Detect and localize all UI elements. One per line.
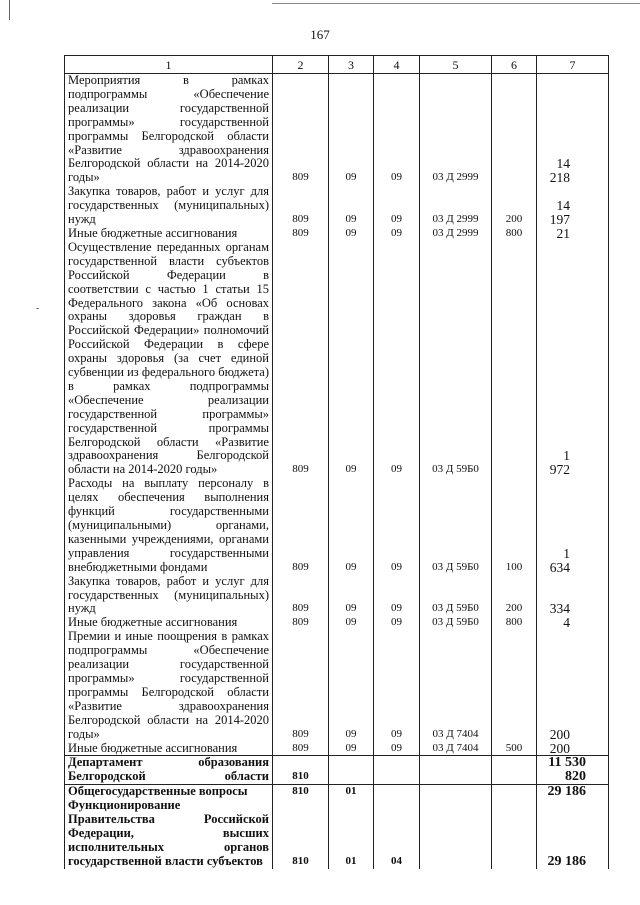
cell-section: 09 [329,616,374,630]
table-row [65,630,609,741]
table-row [65,185,609,227]
cell-target-item [420,799,492,869]
cell-section: 09 [329,227,374,241]
row-description: Иные бюджетные ассигнования [65,227,273,241]
column-header: 4 [374,56,420,74]
column-header: 2 [273,56,329,74]
cell-expense-type [492,756,537,785]
cell-expense-type: 200 [492,575,537,617]
cell-target-item: 03 Д 2999 [420,227,492,241]
cell-ministry: 809 [273,227,329,241]
row-description: Иные бюджетные ассигнования [65,742,273,756]
cell-ministry: 809 [273,74,329,186]
cell-target-item: 03 Д 59Б0 [420,477,492,574]
cell-section: 01 [329,799,374,869]
row-description: Функционирование Правительства Российской Федерации, высших исполнительных органов государственной власти субъектов [65,799,273,869]
row-description: Иные бюджетные ассигнования [65,616,273,630]
cell-ministry: 809 [273,616,329,630]
cell-subsection: 09 [374,241,420,477]
margin-mark [9,0,10,20]
cell-expense-type: 200 [492,185,537,227]
column-header: 6 [492,56,537,74]
cell-amount: 29 186 [537,785,609,799]
budget-table [64,55,609,869]
table-row [65,616,609,630]
cell-section: 09 [329,241,374,477]
cell-amount: 1 634 [537,477,609,574]
cell-section: 01 [329,785,374,799]
cell-target-item: 03 Д 59Б0 [420,575,492,617]
cell-amount: 4 [537,616,609,630]
cell-target-item: 03 Д 7404 [420,630,492,741]
cell-subsection: 09 [374,630,420,741]
table-row [65,227,609,241]
cell-section: 09 [329,74,374,186]
cell-expense-type: 100 [492,477,537,574]
scan-mark: - [36,303,40,314]
cell-expense-type: 800 [492,227,537,241]
cell-amount: 200 [537,742,609,756]
table-row [65,74,609,186]
cell-section [329,756,374,785]
table-row [65,742,609,756]
cell-target-item: 03 Д 2999 [420,185,492,227]
table-row-section [65,785,609,799]
cell-section: 09 [329,630,374,741]
cell-ministry: 810 [273,756,329,785]
cell-amount: 200 [537,630,609,741]
cell-section: 09 [329,742,374,756]
cell-target-item [420,785,492,799]
cell-ministry: 810 [273,785,329,799]
table-row [65,241,609,477]
cell-subsection: 09 [374,742,420,756]
table-row [65,575,609,617]
cell-target-item: 03 Д 59Б0 [420,241,492,477]
cell-target-item: 03 Д 2999 [420,74,492,186]
cell-amount: 14 197 [537,185,609,227]
row-description: Закупка товаров, работ и услуг для государственных (муниципальных) нужд [65,185,273,227]
table-header-row [65,56,609,74]
cell-ministry: 809 [273,241,329,477]
cell-expense-type [492,630,537,741]
cell-expense-type: 800 [492,616,537,630]
cell-expense-type [492,785,537,799]
cell-subsection: 04 [374,799,420,869]
column-header: 7 [537,56,609,74]
cell-ministry: 809 [273,575,329,617]
table-row-department [65,756,609,785]
cell-expense-type [492,799,537,869]
column-header: 5 [420,56,492,74]
row-description: Премии и иные поощрения в рамках подпрограммы «Обеспечение реализации государственной программы» государственной программы Белгородской области «Развитие здравоохранения Белгородской области на 2014-2020 годы» [65,630,273,741]
row-description: Мероприятия в рамках подпрограммы «Обеспечение реализации государственной программы» государственной программы Белгородской области «Развитие здравоохранения Белгородской области на 2014-2020 годы» [65,74,273,186]
row-description: Закупка товаров, работ и услуг для государственных (муниципальных) нужд [65,575,273,617]
cell-expense-type [492,74,537,186]
row-description: Расходы на выплату персоналу в целях обеспечения выполнения функций государственными (муниципальными) органами, казенными учреждениями, органами управления государственными внебюджетными фондами [65,477,273,574]
cell-amount: 1 972 [537,241,609,477]
cell-subsection: 09 [374,616,420,630]
cell-expense-type: 500 [492,742,537,756]
cell-ministry: 809 [273,477,329,574]
row-description: Департамент образования Белгородской области [65,756,273,785]
column-header: 1 [65,56,273,74]
cell-ministry: 809 [273,185,329,227]
cell-section: 09 [329,185,374,227]
column-header: 3 [329,56,374,74]
cell-ministry: 810 [273,799,329,869]
cell-amount: 14 218 [537,74,609,186]
cell-subsection: 09 [374,74,420,186]
cell-ministry: 809 [273,630,329,741]
cell-target-item: 03 Д 7404 [420,742,492,756]
cell-expense-type [492,241,537,477]
cell-amount: 334 [537,575,609,617]
cell-subsection: 09 [374,575,420,617]
cell-amount: 11 530 820 [537,756,609,785]
cell-section: 09 [329,477,374,574]
cell-amount: 29 186 [537,799,609,869]
cell-subsection: 09 [374,185,420,227]
cell-amount: 21 [537,227,609,241]
table-row [65,477,609,574]
cell-subsection: 09 [374,227,420,241]
cell-ministry: 809 [273,742,329,756]
table-row-subsection [65,799,609,869]
cell-subsection: 09 [374,477,420,574]
cell-target-item [420,756,492,785]
cell-subsection [374,756,420,785]
cell-target-item: 03 Д 59Б0 [420,616,492,630]
row-description: Осуществление переданных органам государственной власти субъектов Российской Федерации в соответствии с частью 1 статьи 15 Федерального закона «Об основах охраны здоровья граждан в Российской Федерации» полномочий Российской Федерации в сфере охраны здоровья (за счет единой субвенции из федерального бюджета) в рамках подпрограммы «Обеспечение реализации государственной программы» государственной программы Белгородской области «Развитие здравоохранения Белгородской области на 2014-2020 годы» [65,241,273,477]
cell-subsection [374,785,420,799]
top-rule [272,3,640,4]
page-number: 167 [310,27,330,42]
row-description: Общегосударственные вопросы [65,785,273,799]
cell-section: 09 [329,575,374,617]
